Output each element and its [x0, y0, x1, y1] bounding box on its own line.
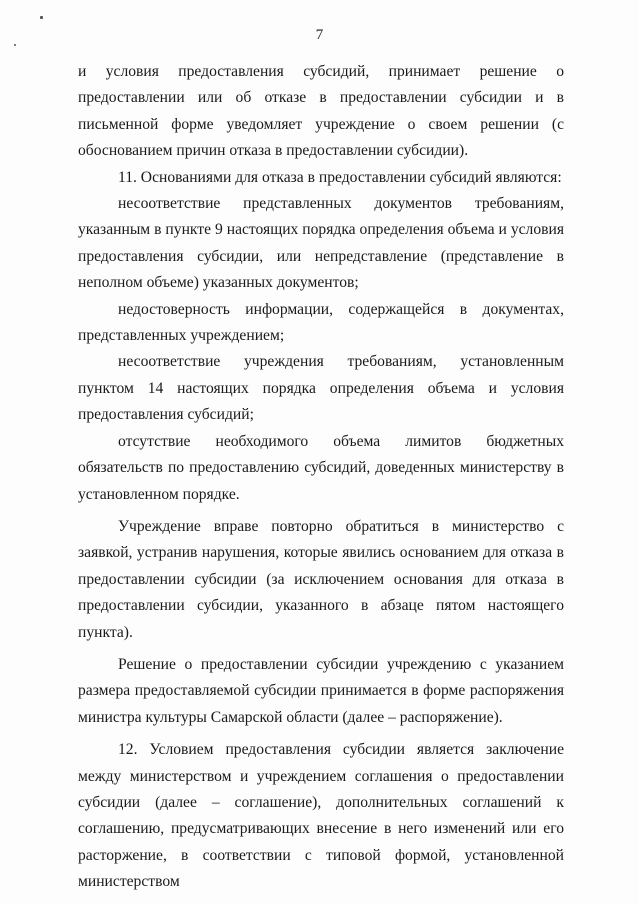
paragraph-ground-documents: несоответствие представленных документов требованиям, указанным в пункте 9 настоящих порядка определения объема и условия предоставления субсидии, или непредставление (представление в неполном объеме) указанных документов; — [78, 195, 564, 292]
paragraph-continuation: и условия предоставления субсидий, принимает решение о предоставлении или об отказе в предоставлении субсидии и в письменной форме уведомляет учреждение о своем решении (с обоснованием причин отказа в предоставлении субсидии). — [78, 63, 564, 160]
paragraph-clause-12: 12. Условием предоставления субсидии является заключение между министерством и учреждением соглашения о предоставлении субсидии (далее – соглашение), дополнительных соглашений к соглашению, предусматривающих внесение в него изменений или его расторжение, в соответствии с типовой формой, установленной министерством — [78, 741, 564, 891]
page-number: 7 — [315, 27, 324, 43]
paragraph-clause-11-heading: 11. Основаниями для отказа в предоставлении субсидий являются: — [118, 168, 562, 186]
document-body — [78, 59, 564, 896]
paragraph-ground-requirements: несоответствие учреждения требованиям, установленным пунктом 14 настоящих порядка определения объема и условия предоставления субсидий; — [78, 353, 564, 424]
paragraph-decision-order: Решение о предоставлении субсидии учреждению с указанием размера предоставляемой субсидии принимается в форме распоряжения министра культуры Самарской области (далее – распоряжение). — [78, 655, 564, 726]
scan-speck — [14, 44, 16, 46]
paragraph-resubmission: Учреждение вправе повторно обратиться в министерство с заявкой, устранив нарушения, которые явились основанием для отказа в предоставлении субсидии (за исключением основания для отказа в предоставлении субсидии, указанного в абзаце пятом настоящего пункта). — [78, 517, 564, 641]
scan-speck — [40, 16, 43, 19]
paragraph-ground-budget-limits: отсутствие необходимого объема лимитов бюджетных обязательств по предоставлению субсидий, доведенных министерству в установленном порядке. — [78, 432, 564, 503]
paragraph-ground-unreliable-info: недостоверность информации, содержащейся в документах, представленных учреждением; — [78, 300, 564, 345]
